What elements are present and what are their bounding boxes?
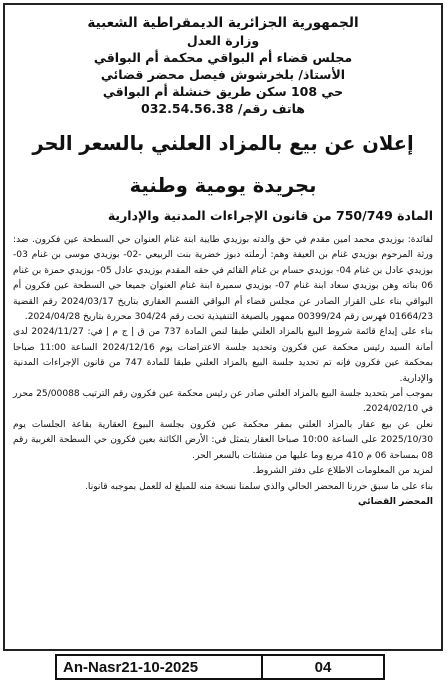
body-paragraph-filing: بناء على إيداع قائمة شروط البيع بالمزاد العلني طبقا لنص المادة 737 من ق إ ج م إ في: 2024/11/27 لدى أمانة السيد رئيس محكمة عين فكرون وتحديد جلسة الاعتراضات يوم 2024/12/16 الساعة 11:00 صباحا بمحكمة عين فكرون فإنه تم تحديد جلسة البيع بالمزاد العلني طبقا للمادة 747 من قانون الإجراءات المدنية والإدارية. <box>13 327 433 384</box>
body-paragraph-sale: نعلن عن بيع عقار بالمزاد العلني بمقر محكمة عين فكرون بجلسة البيوع العقارية بقاعة الجلسات يوم 2025/10/30 على الساعة 10:00 صباحا العقار يتمثل في: الأرض الكائنة بعين فكرون حي السطحة الغربية رقم 08 بمساحة 06 م 410 مربع وما عليها من منشئات بالسعر الحر. <box>13 419 433 461</box>
newspaper-footer <box>55 654 385 680</box>
announcement-frame <box>3 3 443 651</box>
council-header: مجلس قضاء أم البواقي محكمة أم البواقي <box>93 50 353 65</box>
bailiff-name: الأستاذ/ بلخرشوش فيصل محضر قضائي <box>100 67 346 82</box>
footer-date: An-Nasr21-10-2025 <box>63 658 199 676</box>
ministry-header: وزارة العدل <box>186 33 260 48</box>
bailiff-phone: هاتف رقم/ 032.54.56.38 <box>141 101 305 116</box>
body-paragraph-order: بموجب أمر بتحديد جلسة البيع بالمزاد العلني صادر عن رئيس محكمة عين فكرون رقم الترتيب 25/00088 محرر في 2024/02/10. <box>13 389 434 415</box>
country-header: الجمهورية الجزائرية الديمقراطية الشعبية <box>87 15 359 31</box>
announcement-title: إعلان عن بيع بالمزاد العلني بالسعر الحر <box>32 132 414 155</box>
announcement-subtitle: بجريدة يومية وطنية <box>129 174 317 197</box>
announcement-body <box>13 233 433 510</box>
body-paragraph-info: لمزيد من المعلومات الاطلاع على دفتر الشروط. <box>252 466 433 477</box>
legal-article: المادة 750/749 من قانون الإجراءات المدنية والإدارية <box>107 208 433 223</box>
body-paragraph-closing: بناء على ما سبق حررنا المحضر الحالي والذي سلمنا نسخة منه للمبلغ له للعمل بموجبه قانونا. <box>85 481 433 492</box>
body-paragraph-parties: لفائدة: بوزيدي محمد امين مقدم في حق والدته بوزيدي طايبة ابنة غنام العنوان حي السطحة عين فكرون. ضد: ورثة المرحوم بوزيدي غنام بن العيفة وهم: أرملته دبوز خضرية بنت الربيعي -02- بوزيدي موسى بن غنام 03- بوزيدي عادل بن غنام 04- بوزيدي حسام بن غنام القائم في حقه المقدم بوزيدي عادل 05- بوزيدي حمزة بن غنام 06 بناته وهن بوزيدي سعاد ابنة غنام 07- بوزيدي سميرة ابنة غنام العنوان جميعا حي السطحة عين فكرون أم البواقي بناء على القرار الصادر عن مجلس قضاء أم البواقي القسم العقاري بتاريخ 2024/03/17 رقم القضية 01664/23 فهرس رقم 00399/24 ممهور بالصيغة التنفيذية تحت رقم 304/24 محررة بتاريخ 2024/04/28. <box>13 235 434 323</box>
footer-page-number: 04 <box>261 656 383 678</box>
body-signature: المحضر القضائي <box>357 496 433 507</box>
announcement-content <box>13 15 433 649</box>
bailiff-address: حي 108 سكن طريق خنشلة أم البواقي <box>102 84 344 99</box>
